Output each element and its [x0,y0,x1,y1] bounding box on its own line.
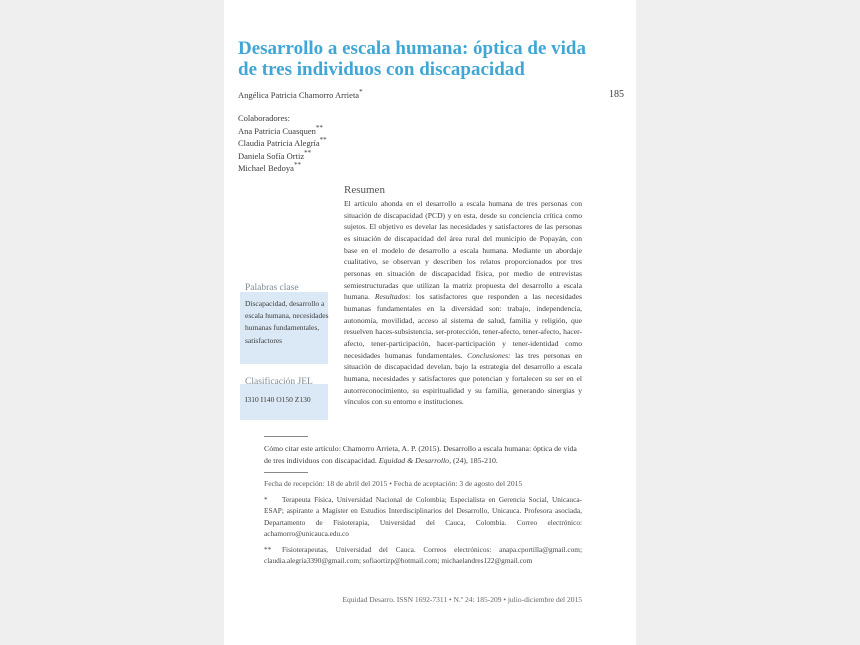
journal-footer: Equidad Desarro. ISSN 1692-7311 • N.º 24: 185-209 • julio-diciembre del 2015 [342,595,582,604]
author-line [238,90,363,100]
keywords-text: Discapacidad, desarrollo a escala humana, necesidades humanas fundamentales, satisfactores [245,299,329,345]
footnote-mark: ** [264,545,272,554]
abstract-results: los satisfactores que responden a las necesidades humanas fundamentales en la diversidad son: trabajo, independencia, autonomía, movilidad, acceso al sistema de salud, familia y religión, que resuelven haces-subsistencia, ser-protección, tener-afecto, tener-afecto, hacer-afecto, tener-participación, hacer-participación y tener-identidad como necesidades humanas fundamentales. [344,292,582,360]
abstract-body [344,198,582,408]
collaborator [238,137,327,150]
abstract-conclusions: las tres personas en situación de discapacidad develan, bajo la estrategia del desarrollo a escala humana, necesidades y satisfactores que potencian y fortalecen su ser en el autorreconocimiento, su espiritualidad y su familia, generando sinergias y vínculos con su entorno e instituciones. [344,350,583,407]
submission-dates: Fecha de recepción: 18 de abril del 2015 • Fecha de aceptación: 3 de agosto del 2015 [264,479,523,488]
footnote-mark: * [264,495,268,504]
abstract-heading: Resumen [344,184,385,196]
jel-codes: I310 I140 O150 Z130 [245,395,311,404]
title-line-2: de tres individuos con discapacidad [238,59,525,80]
collaborators-block [238,112,327,175]
results-label: Resultados: [374,292,411,302]
citation-rule [264,436,308,437]
collaborator-mark: ** [293,161,301,170]
footnote [264,544,582,567]
page-number: 185 [609,89,624,100]
keywords-heading: Palabras clase [245,283,299,293]
collaborator [238,125,327,138]
collaborators-label: Colaboradores: [238,113,290,123]
citation [264,443,582,466]
conclusions-label: Conclusiones: [467,350,511,360]
title-line-1: Desarrollo a escala humana: óptica de vida [238,38,586,59]
collaborator [238,162,327,175]
footnote-text: Fisioterapeutas, Universidad del Cauca. Correos electrónicos: anapa.cportilla@gmail.com; claudia.alegria3390@gmail.com; sofiaortizp@hotmail.com; michaelandres122@gmail.com [264,545,582,566]
citation-text: Cómo citar este artículo: Chamorro Arrieta, A. P. (2015). Desarrollo a escala humana: óptica de vida de tres individuos con discapacidad. [264,444,577,465]
abstract-intro: El artículo ahonda en el desarrollo a escala humana de tres personas con situación de discapacidad (PCD) y en esta, desde su conciencia crítica como sujetos. El objetivo es develar las necesidades y satisfactores de las personas es situación de discapacidad del área rural del municipio de Popayán, con base en el modelo de desarrollo a escala humana. Mediante un abordaje cualitativo, se observan y describen los relatos proporcionados por tres personas en situación de discapacidad física, por medio de entrevistas semiestructuradas que utilizan la matriz propuesta del desarrollo a escala humana. [344,199,582,302]
author-footnote-mark: * [359,88,363,97]
collaborator-name: Michael Bedoya [238,163,294,173]
jel-heading: Clasificación JEL [245,377,313,387]
citation-journal: Equidad & Desarrollo [378,455,450,465]
collaborator-mark: ** [315,123,323,132]
article-title [238,38,618,80]
collaborator [238,150,327,163]
footnote [264,494,582,540]
collaborator-mark: ** [319,136,327,145]
collaborator-mark: ** [304,148,312,157]
footnote-text: Terapeuta Física, Universidad Nacional de Colombia; Especialista en Gerencia Social, Unicauca-ESAP; aspirante a Magíster en Estudios Interdisciplinarios del Desarrollo, Unicauca. Profesora asociada, Departamento de Fisioterapia, Universidad del Cauca, Colombia. Correo electrónico: achamorro@unicauca.edu.co [264,495,582,539]
collaborator-name: Daniela Sofía Ortiz [238,150,305,161]
footnote-rule [264,472,308,473]
citation-suffix: , (24), 185-210. [449,455,498,465]
collaborator-name: Ana Patricia Cuasquen [238,125,316,136]
collaborator-name: Claudia Patricia Alegría [238,138,320,148]
author-name: Angélica Patricia Chamorro Arrieta [238,90,360,100]
